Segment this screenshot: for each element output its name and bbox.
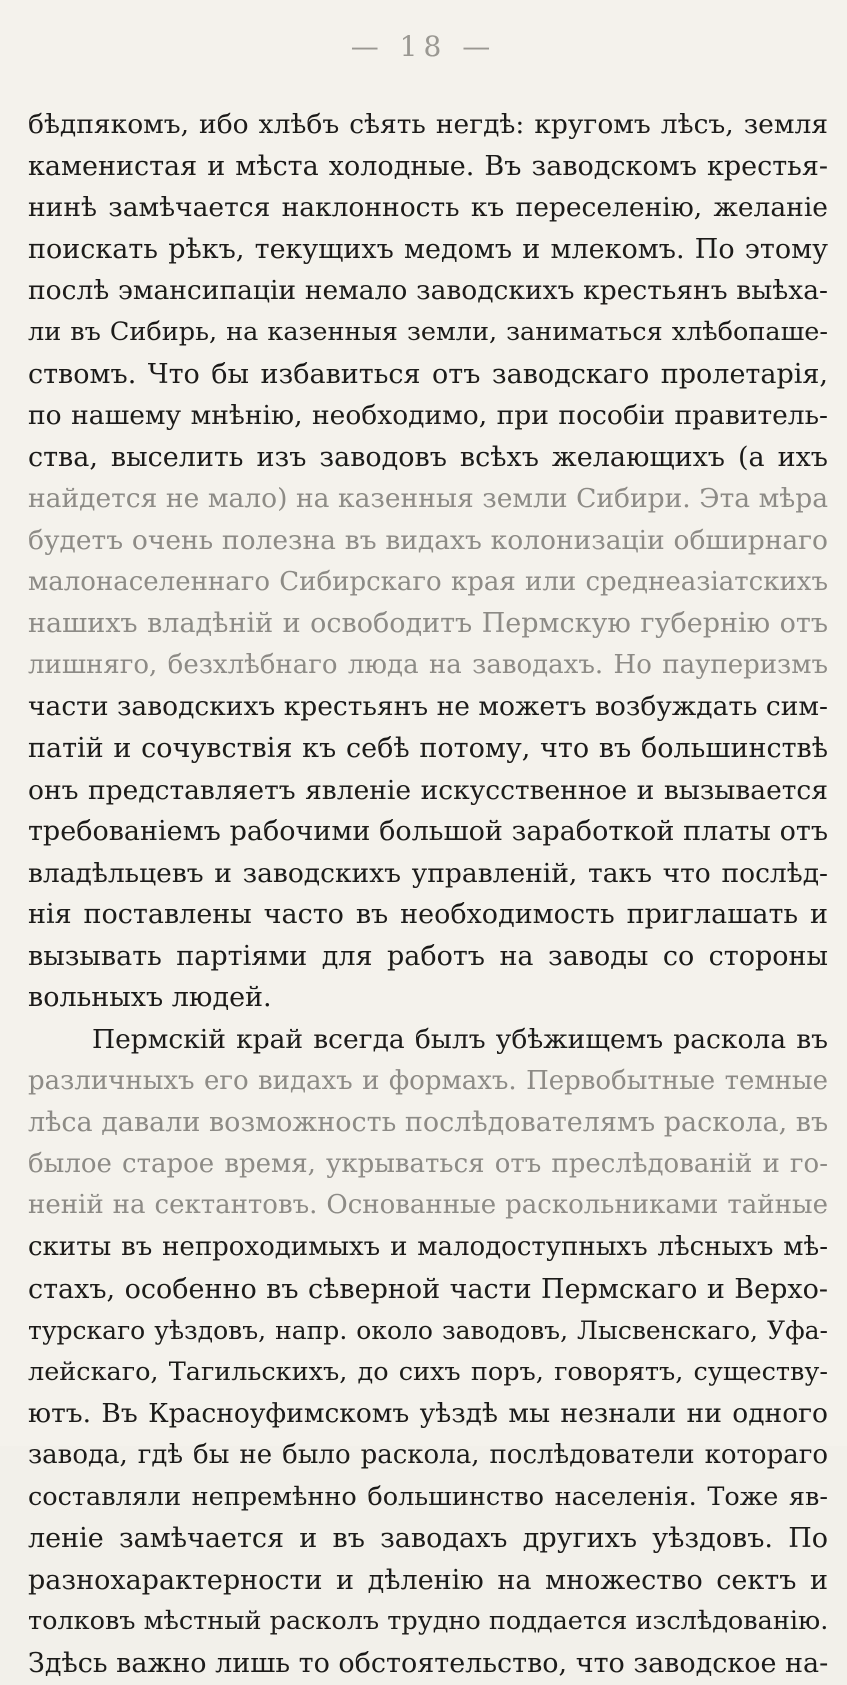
text-line: ствомъ. Что бы избавиться отъ заводскаго пролетарія, — [28, 358, 828, 390]
text-line: турскаго уѣздовъ, напр. около заводовъ, Лысвенскаго, Уфа- — [28, 1316, 828, 1346]
text-line: ли въ Сибирь, на казенныя земли, заниматься хлѣбопаше- — [28, 316, 828, 347]
text-line: ства, выселить изъ заводовъ всѣхъ желающихъ (а ихъ — [28, 441, 828, 473]
text-line: послѣ эмансипаціи немало заводскихъ крестьянъ выѣха- — [28, 275, 828, 307]
text-line: завода, гдѣ бы не было раскола, послѣдователи котораго — [28, 1440, 828, 1470]
text-line: неній на сектантовъ. Основанные раскольниками тайные — [28, 1190, 828, 1221]
text-line: вольныхъ людей. — [28, 982, 272, 1014]
text-line: нашихъ владѣній и освободитъ Пермскую губернію отъ — [28, 608, 828, 640]
text-line: Пермскій край всегда былъ убѣжищемъ раскола въ — [92, 1024, 828, 1056]
text-line: каменистая и мѣста холодные. Въ заводскомъ крестья- — [28, 150, 828, 182]
text-line: онъ представляетъ явленіе искусственное и вызывается — [28, 774, 828, 806]
text-line: вызывать партіями для работъ на заводы со стороны — [28, 940, 828, 972]
page-number: — 18 — — [350, 30, 497, 63]
text-line: лѣса давали возможность послѣдователямъ раскола, въ — [28, 1107, 828, 1139]
text-line: леніе замѣчается и въ заводахъ другихъ уѣздовъ. По — [28, 1523, 828, 1555]
text-line: Здѣсь важно лишь то обстоятельство, что заводское на- — [28, 1647, 828, 1679]
text-line: составляли непремѣнно большинство населенія. Тоже яв- — [28, 1481, 828, 1512]
text-line: нинѣ замѣчается наклонность къ переселенію, желаніе — [28, 192, 828, 224]
text-line: лишняго, безхлѣбнаго люда на заводахъ. Но пауперизмъ — [28, 649, 828, 680]
text-line: требованіемъ рабочими большой заработкой платы отъ — [28, 816, 828, 848]
text-line: части заводскихъ крестьянъ не можетъ возбуждать сим- — [28, 691, 828, 723]
text-line: патій и сочувствія къ себѣ потому, что въ большинствѣ — [28, 732, 828, 764]
text-line: ютъ. Въ Красноуфимскомъ уѣздѣ мы незнали ни одного — [28, 1398, 828, 1430]
text-line: лейскаго, Тагильскихъ, до сихъ поръ, говорятъ, существу- — [28, 1356, 828, 1387]
text-line: по нашему мнѣнію, необходимо, при пособіи правитель- — [28, 400, 828, 432]
text-line: скиты въ непроходимыхъ и малодоступныхъ лѣсныхъ мѣ- — [28, 1232, 828, 1263]
text-line: разнохарактерности и дѣленію на множество сектъ и — [28, 1564, 828, 1596]
text-line: владѣльцевъ и заводскихъ управленій, такъ что послѣд- — [28, 857, 828, 889]
text-line: бѣдпякомъ, ибо хлѣбъ сѣять негдѣ: кругомъ лѣсъ, земля — [28, 109, 828, 140]
text-line: поискать рѣкъ, текущихъ медомъ и млекомъ. По этому — [28, 233, 828, 265]
text-line: былое старое время, укрываться отъ преслѣдованій и го- — [28, 1148, 828, 1179]
text-line: будетъ очень полезна въ видахъ колонизаціи обширнаго — [28, 524, 828, 556]
text-line: различныхъ его видахъ и формахъ. Первобытные темные — [28, 1065, 828, 1096]
text-line: стахъ, особенно въ сѣверной части Пермскаго и Верхо- — [28, 1273, 828, 1305]
text-line: найдется не мало) на казенныя земли Сибири. Эта мѣра — [28, 483, 828, 515]
text-line: толковъ мѣстный расколъ трудно поддается изслѣдованію. — [28, 1606, 828, 1637]
text-line: малонаселеннаго Сибирскаго края или среднеазіатскихъ — [28, 566, 828, 597]
text-body — [28, 104, 828, 1685]
text-line: нія поставлены часто въ необходимость приглашать и — [28, 899, 828, 931]
